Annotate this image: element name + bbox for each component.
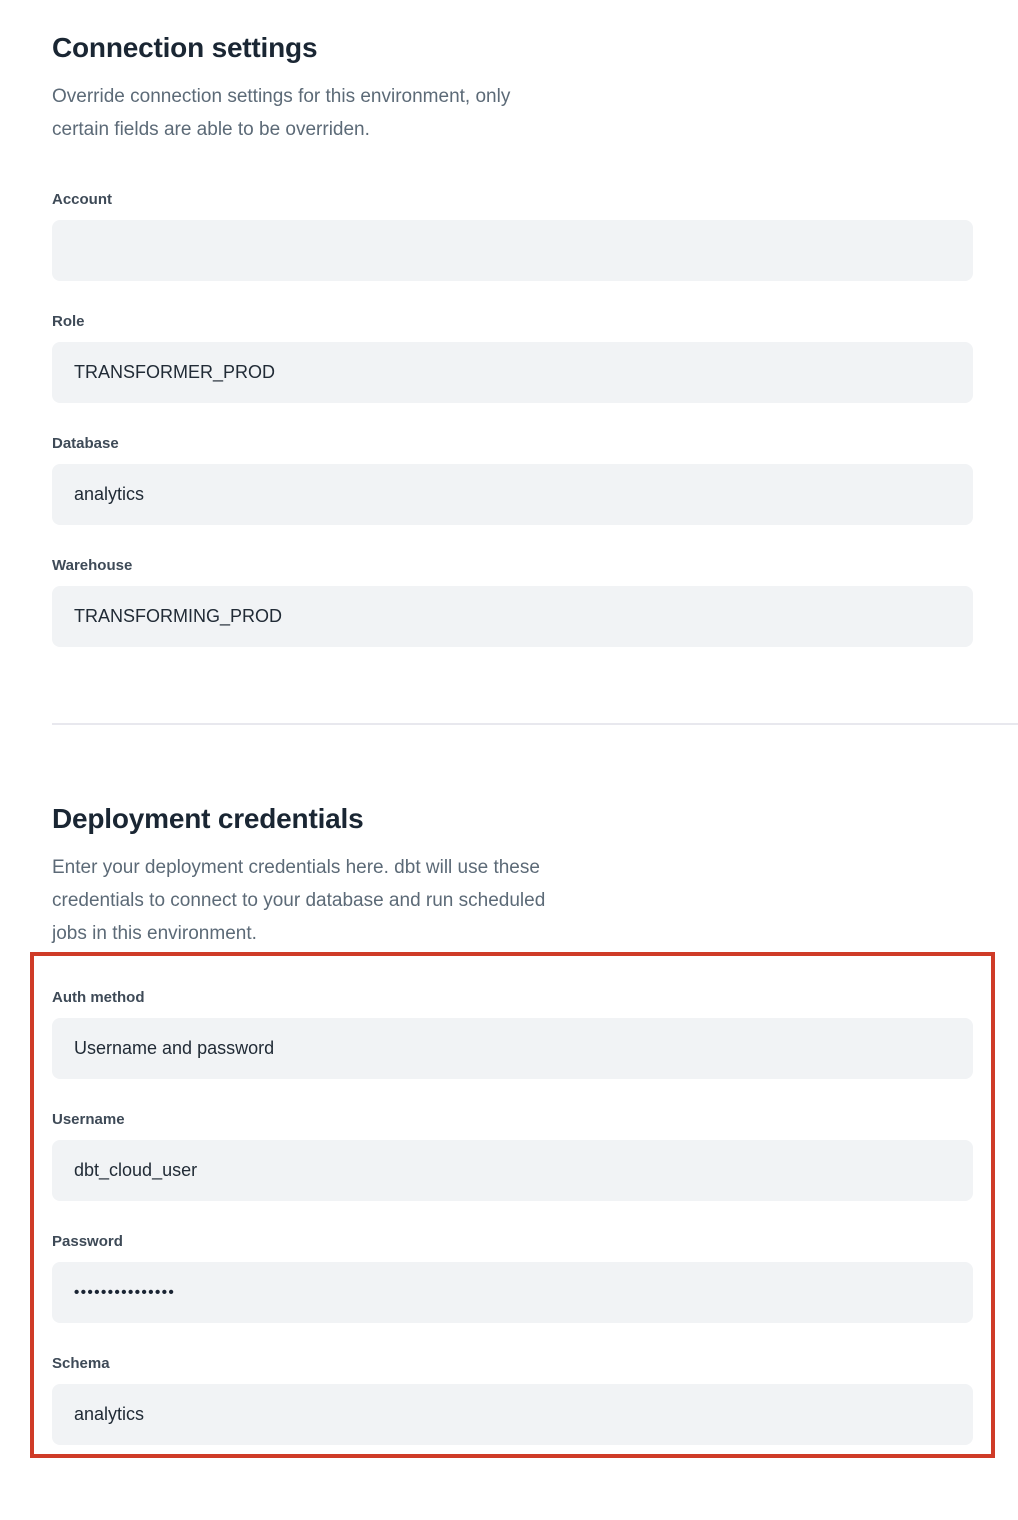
deployment-credentials-title: Deployment credentials (52, 803, 364, 834)
password-input[interactable] (52, 1262, 973, 1323)
deployment-credentials-section (52, 801, 973, 1458)
schema-label: Schema (52, 1355, 110, 1372)
section-divider (52, 723, 1018, 725)
password-field-group (52, 1232, 973, 1323)
username-label: Username (52, 1111, 125, 1128)
connection-settings-description: Override connection settings for this environment, only certain fields are able to be overriden. (52, 86, 511, 140)
schema-input[interactable] (52, 1384, 973, 1445)
schema-field-group (52, 1354, 973, 1445)
auth-method-field-group (52, 988, 973, 1079)
role-field-group (52, 312, 973, 403)
warehouse-field-group (52, 556, 973, 647)
connection-settings-title: Connection settings (52, 32, 318, 63)
database-field-group (52, 434, 973, 525)
connection-settings-section (52, 30, 973, 647)
settings-page (0, 30, 1018, 1458)
username-input[interactable] (52, 1140, 973, 1201)
warehouse-label: Warehouse (52, 557, 133, 574)
auth-method-input[interactable] (52, 1018, 973, 1079)
database-label: Database (52, 435, 119, 452)
auth-method-label: Auth method (52, 989, 145, 1006)
warehouse-input[interactable] (52, 586, 973, 647)
password-label: Password (52, 1233, 123, 1250)
username-field-group (52, 1110, 973, 1201)
database-input[interactable] (52, 464, 973, 525)
deployment-credentials-highlight-box (30, 952, 995, 1458)
account-label: Account (52, 191, 112, 208)
account-input[interactable] (52, 220, 973, 281)
role-label: Role (52, 313, 85, 330)
deployment-credentials-description: Enter your deployment credentials here. dbt will use these credentials to connect to your database and run scheduled jobs in this environment. (52, 857, 546, 944)
role-input[interactable] (52, 342, 973, 403)
account-field-group (52, 190, 973, 281)
